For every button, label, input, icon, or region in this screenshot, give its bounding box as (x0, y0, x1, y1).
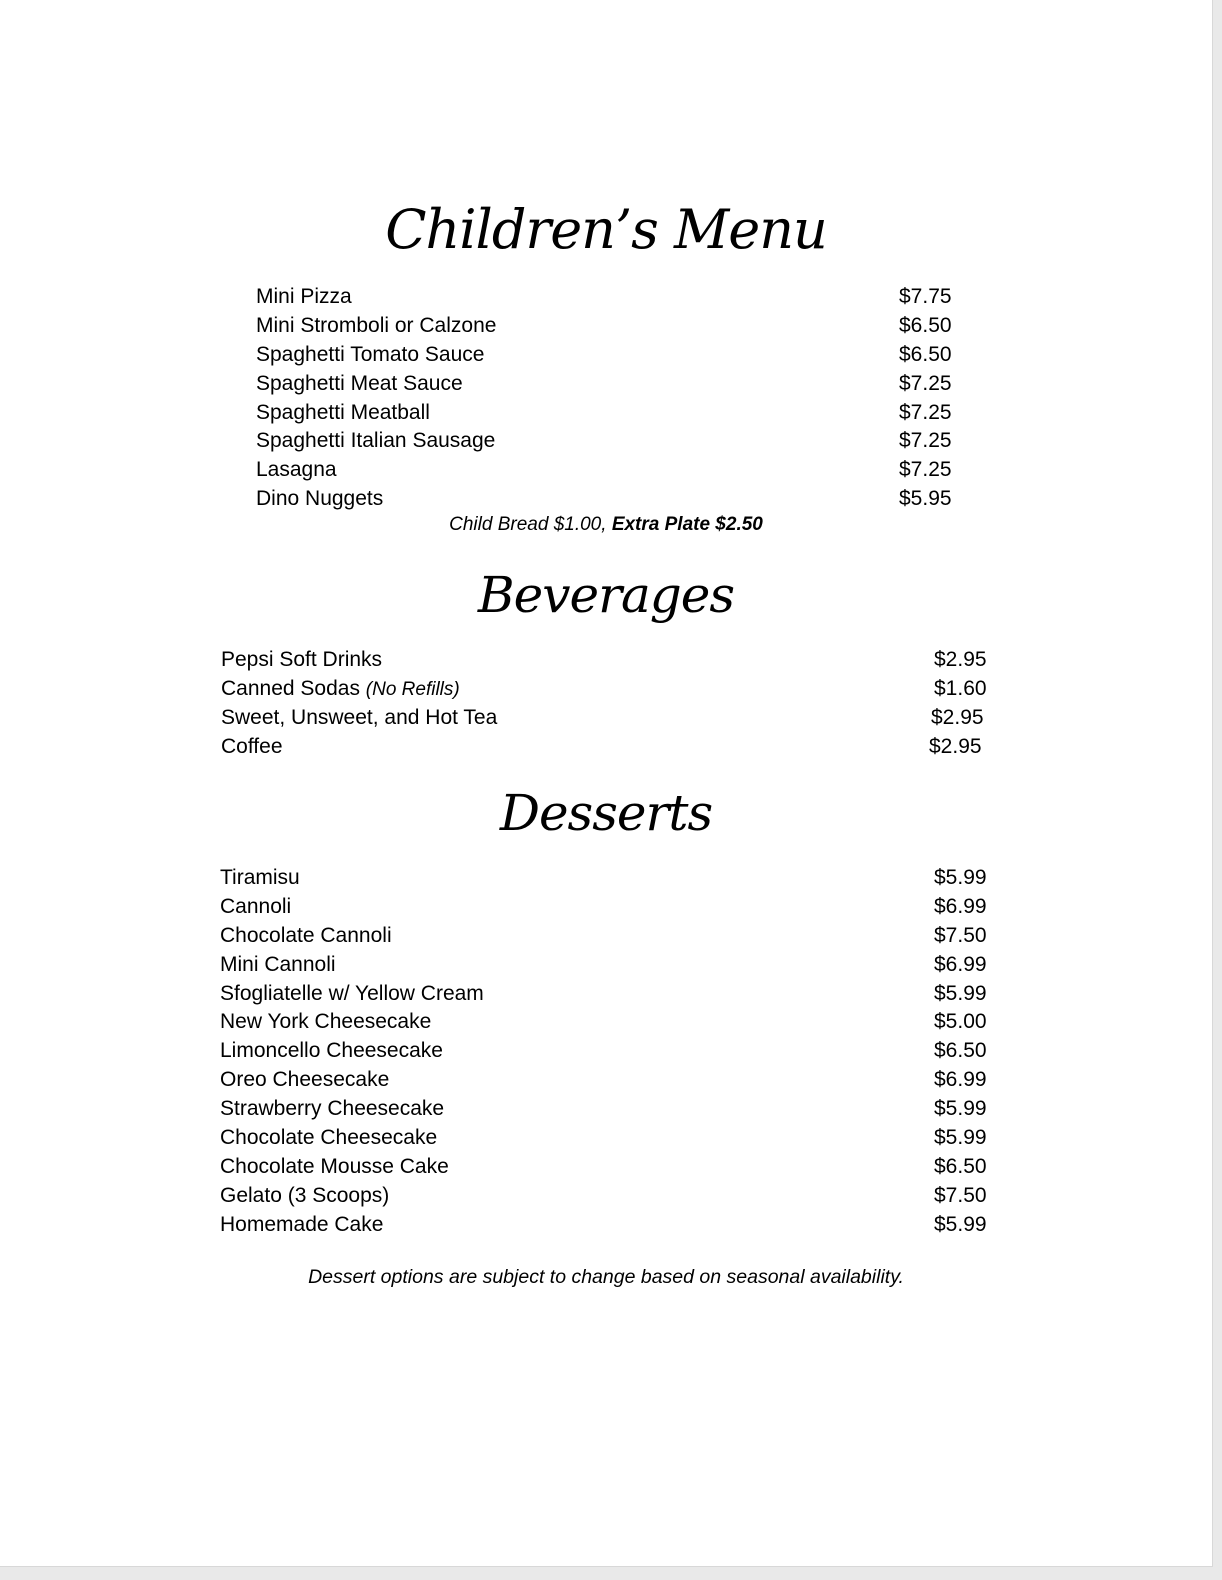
list-item (220, 1124, 1000, 1153)
item-price: $5.00 (934, 1010, 987, 1034)
item-name: Spaghetti Meat Sauce (256, 371, 463, 395)
item-price: $2.95 (931, 705, 984, 729)
list-item (220, 1037, 1000, 1066)
list-item (221, 646, 1001, 675)
item-name: Lasagna (256, 458, 337, 482)
item-price: $6.50 (899, 342, 952, 366)
item-price: $6.50 (934, 1039, 987, 1063)
item-price: $7.25 (899, 400, 952, 424)
list-item (220, 951, 1000, 980)
child-bread-note: Child Bread $1.00, (449, 514, 612, 535)
item-name: Mini Stromboli or Calzone (256, 313, 497, 337)
item-note: (No Refills) (365, 678, 460, 700)
item-price: $7.25 (899, 371, 952, 395)
item-price: $5.99 (934, 1212, 987, 1236)
item-price: $7.75 (899, 285, 952, 308)
item-name: Oreo Cheesecake (220, 1068, 390, 1092)
item-price: $7.50 (934, 923, 987, 947)
list-item (220, 1182, 1000, 1211)
beverages-list (221, 646, 1001, 762)
item-price: $7.50 (934, 1183, 987, 1207)
list-item (220, 980, 1000, 1009)
list-item (256, 456, 956, 485)
item-price: $7.25 (899, 458, 952, 482)
item-name: Dino Nuggets (256, 487, 384, 511)
child-extras-note (0, 514, 1212, 536)
item-price: $7.25 (899, 429, 952, 453)
childrens-menu-heading: Children’s Menu (385, 198, 827, 261)
item-name-text: Sweet, Unsweet, and Hot Tea (221, 705, 498, 729)
item-name: Tiramisu (220, 866, 300, 889)
item-price: $6.50 (899, 313, 952, 337)
item-price: $6.50 (934, 1154, 987, 1178)
list-item (256, 370, 956, 399)
list-item (220, 864, 1000, 893)
item-name: Homemade Cake (220, 1212, 384, 1236)
list-item (256, 283, 956, 312)
item-name (221, 733, 283, 763)
beverages-heading: Beverages (477, 566, 735, 624)
extra-plate-note: Extra Plate $2.50 (611, 514, 763, 535)
item-price: $2.95 (934, 648, 987, 671)
list-item (220, 1066, 1000, 1095)
list-item (220, 1211, 1000, 1240)
item-price: $6.99 (934, 894, 987, 918)
desserts-heading: Desserts (499, 784, 713, 842)
list-item (256, 427, 956, 456)
item-name: Strawberry Cheesecake (220, 1097, 445, 1121)
list-item (220, 893, 1000, 922)
item-name (221, 675, 460, 705)
item-price: $6.99 (934, 952, 987, 976)
item-name (221, 646, 382, 676)
list-item (256, 399, 956, 428)
list-item (221, 675, 1001, 704)
item-price: $5.99 (934, 866, 987, 889)
list-item (221, 704, 1001, 733)
desserts-list (220, 864, 1000, 1240)
item-name: Gelato (3 Scoops) (220, 1183, 390, 1207)
item-name: Chocolate Mousse Cake (220, 1154, 449, 1178)
item-price: $6.99 (934, 1068, 987, 1092)
list-item (220, 1008, 1000, 1037)
list-item (256, 485, 956, 514)
list-item (221, 733, 1001, 762)
item-name: Cannoli (220, 894, 292, 918)
item-name (221, 704, 497, 734)
item-name-text: Coffee (221, 734, 283, 758)
item-name: Mini Pizza (256, 285, 352, 308)
list-item (256, 341, 956, 370)
item-name-text: Pepsi Soft Drinks (221, 648, 383, 671)
item-name: Spaghetti Italian Sausage (256, 429, 496, 453)
list-item (220, 1153, 1000, 1182)
item-price: $2.95 (929, 734, 982, 758)
item-price: $5.99 (934, 1126, 987, 1150)
item-name-text: Canned Sodas (221, 676, 366, 700)
list-item (220, 1095, 1000, 1124)
item-name: Spaghetti Tomato Sauce (256, 342, 485, 366)
item-price: $5.99 (934, 981, 987, 1005)
item-price: $5.99 (934, 1097, 987, 1121)
item-name: Limoncello Cheesecake (220, 1039, 443, 1063)
dessert-availability-note: Dessert options are subject to change based on seasonal availability. (308, 1266, 904, 1288)
item-name: Mini Cannoli (220, 952, 336, 976)
item-name: Chocolate Cannoli (220, 923, 392, 947)
item-name: New York Cheesecake (220, 1010, 432, 1034)
item-price: $5.95 (899, 487, 952, 511)
list-item (256, 312, 956, 341)
item-name: Spaghetti Meatball (256, 400, 430, 424)
list-item (220, 922, 1000, 951)
childrens-menu-list (256, 283, 956, 514)
item-name: Chocolate Cheesecake (220, 1126, 438, 1150)
item-price: $1.60 (934, 676, 987, 700)
item-name: Sfogliatelle w/ Yellow Cream (220, 981, 484, 1005)
